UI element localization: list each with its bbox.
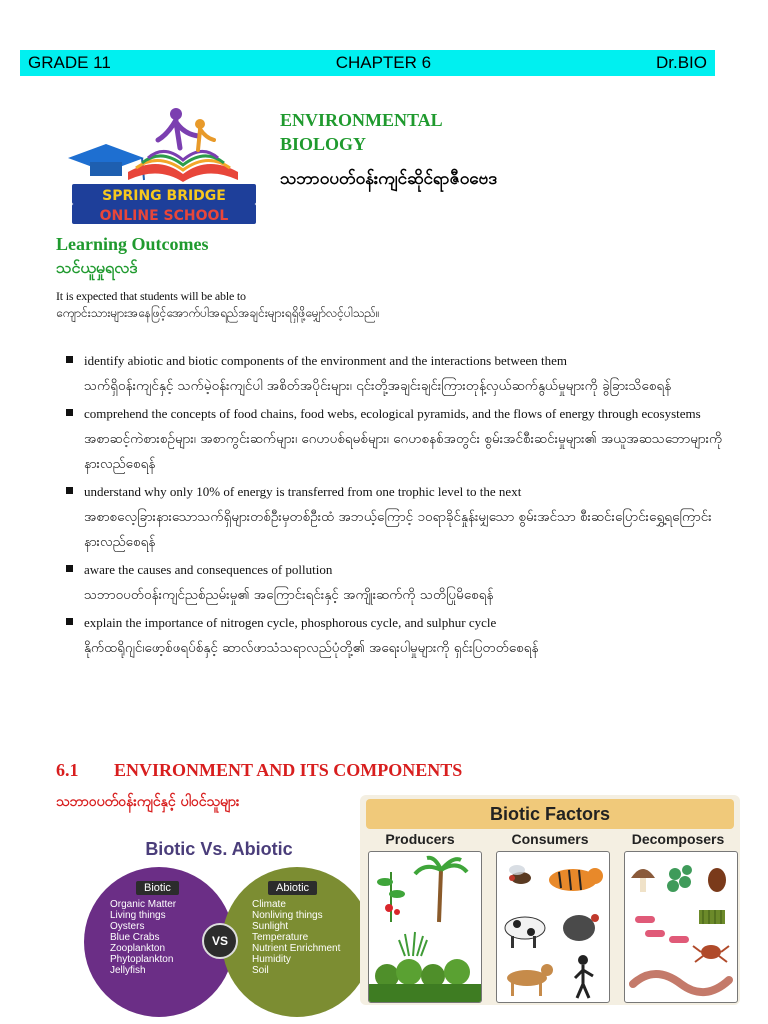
abiotic-circle [222, 867, 372, 1017]
abiotic-list [252, 899, 340, 976]
abiotic-item: Soil [252, 965, 269, 976]
square-bullet-icon [66, 618, 73, 625]
section-heading-myanmar: သဘာဝပတ်ဝန်းကျင်နှင့် ပါဝင်သူများ [56, 794, 240, 810]
logo-text-line2: ONLINE SCHOOL [99, 208, 229, 224]
figure-title: Biotic Vs. Abiotic [145, 839, 293, 859]
decomposers-illustration [624, 851, 738, 1003]
consumers-illustration [496, 851, 610, 1003]
biotic-item: Blue Crabs [110, 932, 160, 943]
outcome-text: explain the importance of nitrogen cycle, phosphorous cycle, and sulphur cycle [84, 615, 497, 630]
chapter-title-line2: BIOLOGY [280, 134, 367, 154]
biotic-factors-figure [360, 795, 740, 1005]
palm-tree-icon [415, 858, 467, 922]
fly-icon [509, 865, 531, 884]
abiotic-item: Temperature [252, 932, 309, 943]
list-item [66, 352, 736, 399]
abiotic-item: Nutrient Enrichment [252, 943, 341, 954]
tiger-icon [549, 868, 603, 891]
list-item [66, 614, 736, 661]
school-logo [58, 100, 268, 230]
learning-outcomes-list [66, 352, 736, 667]
outcome-text: identify abiotic and biotic components of the environment and the interactions between them [84, 353, 568, 368]
learning-outcomes-intro: It is expected that students will be able to [56, 289, 246, 303]
learning-outcomes-intro-myanmar: ကျောင်းသားများအနေဖြင့်အောက်ပါအရည်အချင်းများရရှိဖို့မျှော်လင့်ပါသည်။ [56, 306, 380, 320]
crab-icon [693, 945, 729, 962]
abiotic-item: Nonliving things [252, 910, 323, 921]
biotic-item: Jellyfish [110, 965, 146, 976]
biotic-vs-abiotic-figure [84, 835, 354, 1015]
learning-outcomes-heading: Learning Outcomes [56, 234, 209, 254]
learning-outcomes-heading-myanmar: သင်ယူမှုရလဒ် [56, 258, 138, 277]
abiotic-item: Humidity [252, 954, 291, 965]
square-bullet-icon [66, 565, 73, 572]
chapter-label: CHAPTER 6 [335, 53, 432, 72]
outcome-text: comprehend the concepts of food chains, food webs, ecological pyramids, and the flows of energy through ecosystems [84, 406, 701, 421]
outcome-text-myanmar: အစာဆင့်ကဲစားစဉ်များ၊ အစာကွင်းဆက်များ၊ ဂေဟပစ်ရမစ်များ၊ ဂေဟစနစ်အတွင်း စွမ်းအင်စီးဆင်းမှုများ၏ အယူအဆသဘောများကို နားလည်စေရန် [84, 431, 723, 472]
chapter-title-block [280, 108, 497, 193]
outcome-text-myanmar: သက်ရှိဝန်းကျင်နှင့် သက်မဲ့ဝန်းကျင်ပါ အစိတ်အပိုင်းများ၊ ၎င်းတို့အချင်းချင်းကြားတုန့်လှယ်ဆက်နွယ်မှုများကို ခွဲခြားသိစေရန် [84, 378, 672, 394]
abiotic-item: Climate [252, 899, 286, 910]
worm-icon [633, 974, 729, 992]
biotic-item: Oysters [110, 921, 145, 932]
biotic-item: Zooplankton [110, 943, 166, 954]
section-number: 6.1 [56, 760, 79, 780]
figure-title: Biotic Factors [366, 799, 734, 829]
consumers-heading: Consumers [511, 831, 589, 847]
square-bullet-icon [66, 356, 73, 363]
biotic-label: Biotic [136, 881, 179, 895]
human-icon [575, 955, 593, 998]
producers-illustration [368, 851, 482, 1003]
abiotic-label: Abiotic [268, 881, 317, 895]
biotic-item: Organic Matter [110, 899, 177, 910]
abiotic-item: Sunlight [252, 921, 289, 932]
grade-label: GRADE 11 [28, 53, 111, 72]
section-heading [56, 760, 462, 781]
bacteria-icon [635, 916, 689, 943]
dog-icon [507, 964, 553, 996]
square-bullet-icon [66, 409, 73, 416]
list-item [66, 405, 736, 477]
outcome-text-myanmar: နိုက်ထရိုဂျင်၊ဖော့စ်ဖရပ်စ်နှင့် ဆာလ်ဖာသံသရာလည်ပုံတို့၏ အရေးပါမှုများကို ရှင်းပြတတ်စေရန် [84, 640, 539, 656]
outcome-text-myanmar: သဘာဝပတ်ဝန်းကျင်ညစ်ညမ်းမှု၏ အကြောင်းရင်းနှင့် အကျိုးဆက်ကို သတိပြုမိစေရန် [84, 587, 494, 603]
fungi-icon [699, 910, 725, 924]
section-title: ENVIRONMENT AND ITS COMPONENTS [114, 760, 463, 780]
author-label: Dr.BIO [655, 53, 707, 72]
vs-badge: VS [202, 923, 238, 959]
logo-text-line1: SPRING BRIDGE [102, 188, 226, 204]
chapter-title-myanmar: သဘာဝပတ်ဝန်းကျင်ဆိုင်ရာဇီဝဗေဒ [280, 169, 498, 189]
bacteria-cluster-icon [667, 865, 692, 892]
trees-icon [369, 959, 481, 1002]
chapter-header-bar [20, 50, 715, 76]
biotic-item: Living things [110, 910, 166, 921]
mushroom-icon [631, 869, 655, 892]
square-bullet-icon [66, 487, 73, 494]
beetle-icon [708, 868, 726, 892]
decomposers-heading: Decomposers [631, 831, 725, 847]
plant-icon [377, 872, 405, 922]
biotic-item: Phytoplankton [110, 954, 174, 965]
grass-icon [399, 932, 427, 956]
turkey-icon [563, 914, 599, 941]
chapter-title-line1: ENVIRONMENTAL [280, 110, 443, 130]
outcome-text-myanmar: အစာစလေ့ခြားနားသောသက်ရှိများတစ်ဦးမှတစ်ဦးထံ အဘယ့်ကြောင့် ၁၀ရာခိုင်နှုန်းမျှသော စွမ်းအင်သာ စီးဆင်းပြောင်းရွှေ့ရကြောင်း နားလည်စေရန် [84, 509, 712, 550]
producers-heading: Producers [385, 831, 455, 847]
biotic-list [110, 899, 176, 976]
cow-icon [505, 917, 545, 948]
outcome-text: understand why only 10% of energy is transferred from one trophic level to the next [84, 484, 522, 499]
list-item [66, 561, 736, 608]
list-item [66, 483, 736, 555]
learning-outcomes-header [56, 234, 736, 323]
outcome-text: aware the causes and consequences of pollution [84, 562, 333, 577]
